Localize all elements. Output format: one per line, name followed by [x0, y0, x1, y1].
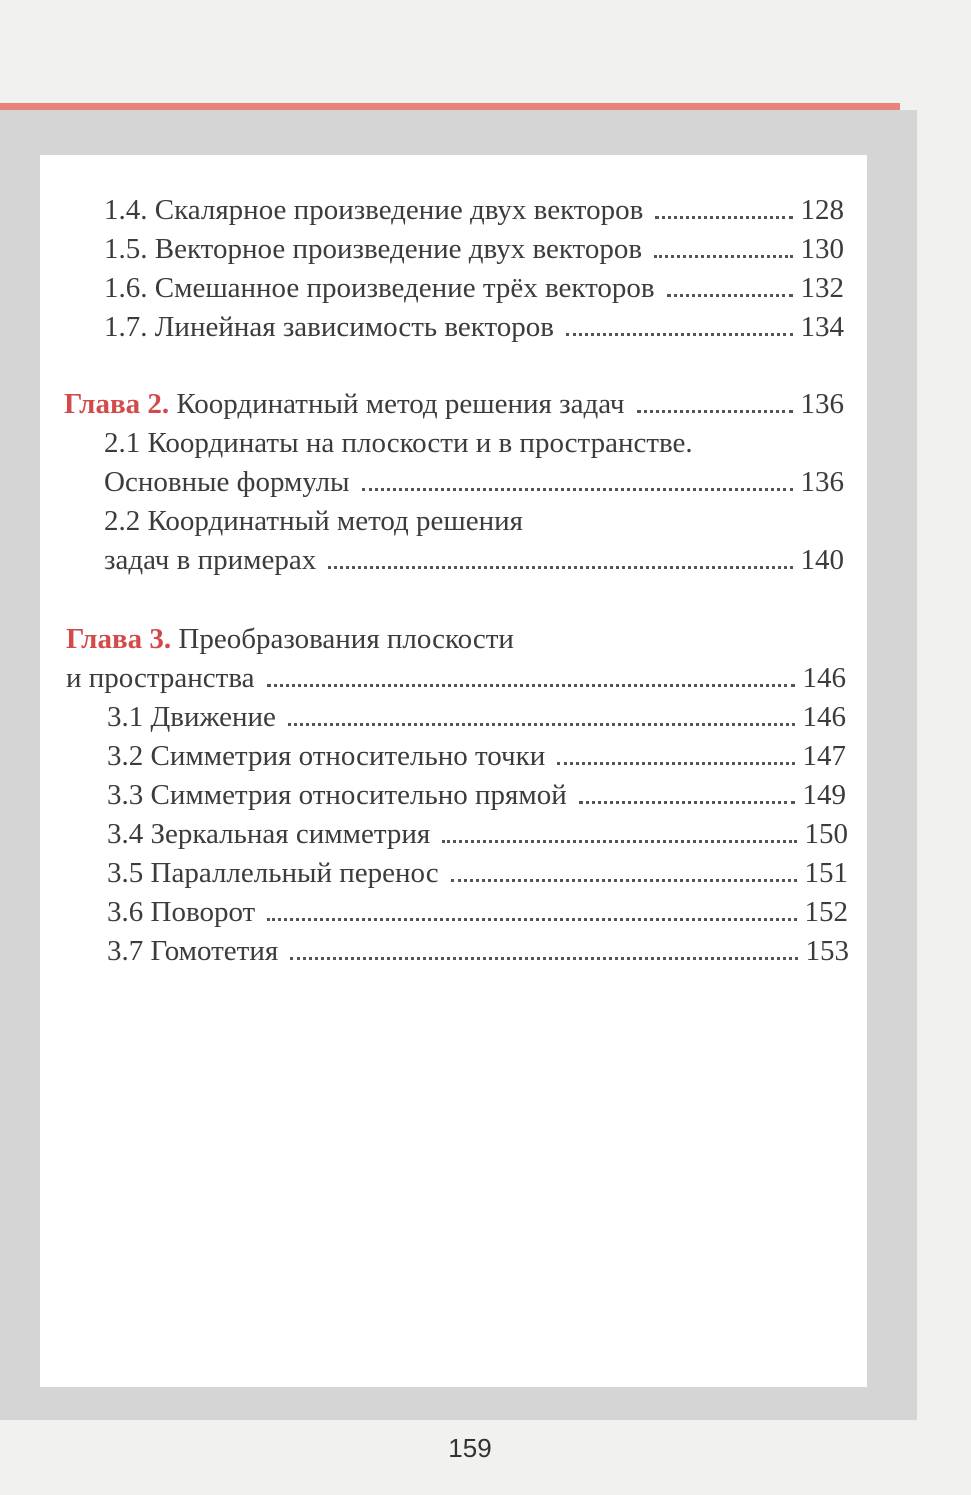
toc-entry-label: 3.5 Параллельный перенос: [107, 857, 439, 889]
toc-entry-label: 2.1 Координаты на плоскости и в пространстве.: [104, 427, 693, 459]
toc-entry-label: 3.3 Симметрия относительно прямой: [107, 779, 567, 811]
toc-page-number: 130: [800, 233, 844, 265]
toc-page-number: 153: [805, 935, 849, 967]
chapter-2-title: Координатный метод решения задач: [176, 388, 625, 420]
toc-entry-2-1-line1[interactable]: [104, 421, 844, 461]
toc-entry-2-1[interactable]: [104, 460, 844, 500]
toc-entry-label: 3.7 Гомотетия: [107, 935, 279, 967]
toc-entry-label: 3.4 Зеркальная симметрия: [107, 818, 431, 850]
chapter-2-prefix: Глава 2.: [64, 388, 170, 420]
toc-entry-label: 1.6. Смешанное произведение трёх векторов: [104, 272, 655, 304]
toc-page-number: 146: [802, 662, 846, 694]
toc-entry-3-5[interactable]: [107, 851, 848, 891]
toc-entry-label: задач в примерах: [104, 544, 317, 576]
dot-leader: [328, 566, 792, 569]
toc-entry-label: 3.6 Поворот: [107, 896, 256, 928]
page-number: 159: [448, 1433, 492, 1463]
toc-entry-3-4[interactable]: [107, 812, 848, 852]
toc-entry-label: 2.2 Координатный метод решения: [104, 505, 524, 537]
toc-page-number: 150: [804, 818, 848, 850]
toc-entry-label: 3.1 Движение: [107, 701, 276, 733]
toc-chapter-title-cont: и пространства: [66, 662, 255, 694]
toc-entry-2-2-line1[interactable]: [104, 499, 844, 539]
chapter-3-title: Преобразования плоскости: [178, 623, 514, 655]
dot-leader: [442, 840, 796, 843]
dot-leader: [288, 723, 795, 726]
toc-page-number: 146: [802, 701, 846, 733]
toc-page-number: 134: [800, 311, 844, 343]
toc-page-number: 152: [804, 896, 848, 928]
dot-leader: [267, 684, 795, 687]
dot-leader: [267, 918, 796, 921]
dot-leader: [451, 879, 797, 882]
toc-entry-3-3[interactable]: [107, 773, 846, 813]
toc-page-number: 128: [800, 194, 844, 226]
toc-chapter-2[interactable]: [64, 382, 844, 422]
toc-entry-label: 1.7. Линейная зависимость векторов: [104, 311, 554, 343]
toc-page-number: 151: [804, 857, 848, 889]
toc-entry-label: 3.2 Симметрия относительно точки: [107, 740, 546, 772]
toc-chapter-heading: [66, 621, 514, 657]
toc-entry-3-1[interactable]: [107, 695, 846, 735]
toc-entry-1-7[interactable]: [104, 305, 844, 345]
toc-entry-label: 1.5. Векторное произведение двух векторов: [104, 233, 643, 265]
dot-leader: [579, 801, 795, 804]
toc-page-number: 147: [802, 740, 846, 772]
dot-leader: [566, 333, 793, 336]
toc-entry-label: 1.4. Скалярное произведение двух векторов: [104, 194, 644, 226]
toc-entry-1-6[interactable]: [104, 266, 844, 306]
toc-entry-label: Основные формулы: [104, 466, 350, 498]
toc-page-number: 140: [800, 544, 844, 576]
toc-entry-3-2[interactable]: [107, 734, 846, 774]
dot-leader: [557, 762, 794, 765]
toc-chapter-3-line1[interactable]: [66, 617, 846, 657]
dot-leader: [290, 957, 797, 960]
toc-entry-2-2[interactable]: [104, 538, 844, 578]
dot-leader: [654, 255, 792, 258]
dot-leader: [667, 294, 793, 297]
toc-chapter-heading: [64, 386, 625, 422]
toc-entry-1-4[interactable]: [104, 188, 844, 228]
toc-entry-1-5[interactable]: [104, 227, 844, 267]
chapter-3-prefix: Глава 3.: [66, 623, 172, 655]
dot-leader: [362, 488, 793, 491]
toc-entry-3-7[interactable]: [107, 929, 849, 969]
toc-page-number: 132: [800, 272, 844, 304]
toc-entry-3-6[interactable]: [107, 890, 848, 930]
toc-chapter-3[interactable]: [66, 656, 846, 696]
top-accent-rule: [0, 103, 900, 110]
toc-page-number: 136: [800, 466, 844, 498]
toc-page-number: 149: [802, 779, 846, 811]
dot-leader: [655, 216, 792, 219]
toc-page-number: 136: [800, 388, 844, 420]
dot-leader: [637, 410, 793, 413]
